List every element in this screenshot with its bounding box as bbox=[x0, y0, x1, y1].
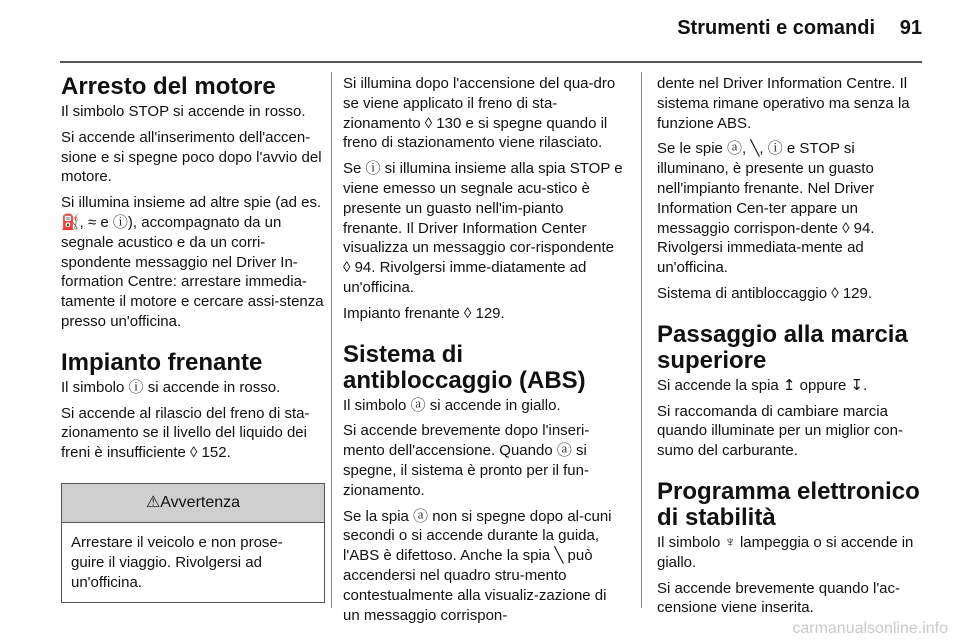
column-middle bbox=[343, 74, 624, 631]
section-heading: Sistema di antibloccaggio (ABS) bbox=[343, 340, 586, 394]
paragraph: Il simbolo ⓘ si accende in rosso. bbox=[61, 378, 281, 396]
section-heading: Impianto frenante bbox=[61, 348, 263, 376]
warning-box bbox=[61, 483, 325, 603]
paragraph: Il simbolo ⓐ si accende in giallo. bbox=[343, 396, 561, 414]
page-header bbox=[0, 0, 960, 60]
section-heading: Passaggio alla marcia superiore bbox=[657, 320, 908, 374]
paragraph: Si illumina dopo l'accensione del qua-dro se viene applicato il freno di sta-zionamento ◊ 130 e si spegne quando il freno di stazionamento viene rilasciato. bbox=[343, 75, 616, 152]
paragraph: Si accende la spia ↥ oppure ↧. bbox=[657, 376, 868, 394]
paragraph: Si accende al rilascio del freno di sta-zionamento se il livello del liquido dei freni è insufficiente ◊ 152. bbox=[61, 404, 310, 462]
paragraph: Se ⓘ si illumina insieme alla spia STOP e viene emesso un segnale acu-stico è presente un guasto nell'im-pianto frenante. Il Driver Information Center visualizza un messaggio cor-rispondente ◊ 94. Rivolgersi imme-diatamente ad un'officina. bbox=[343, 160, 623, 296]
paragraph: Il simbolo ♆ lampeggia o si accende in giallo. bbox=[657, 533, 914, 571]
column-divider bbox=[641, 72, 642, 608]
page-number: 91 bbox=[899, 17, 922, 39]
watermark: carmanualsonline.info bbox=[792, 620, 948, 637]
header-title: Strumenti e comandi bbox=[677, 17, 875, 39]
column-right bbox=[657, 74, 927, 624]
section-heading: Arresto del motore bbox=[61, 73, 276, 100]
paragraph: Si illumina insieme ad altre spie (ad es. ⛽, ≈ e ⓘ), accompagnato da un segnale acustico e da un corri-spondente messaggio nel Driver In-formation Centre: arrestare immedia-tamente il motore e cercare assi-stenza presso un'officina. bbox=[61, 194, 324, 330]
warning-title: ⚠Avvertenza bbox=[62, 484, 324, 523]
paragraph: Sistema di antibloccaggio ◊ 129. bbox=[657, 284, 873, 302]
section-heading: Programma elettronico di stabilità bbox=[657, 477, 920, 531]
paragraph: Se le spie ⓐ, ╲, ⓘ e STOP si illuminano, è presente un guasto nell'impianto frenante. Nel Driver Information Cen-ter appare un messaggio corrispon-dente ◊ 94. Rivolgersi immediata-mente ad un'officina. bbox=[657, 140, 875, 277]
paragraph: Si accende brevemente dopo l'inseri-mento dell'accensione. Quando ⓐ si spegne, il sistema è pronto per il fun-zionamento. bbox=[343, 422, 590, 499]
paragraph: Si accende brevemente quando l'ac-censione viene inserita. bbox=[657, 579, 901, 617]
column-divider bbox=[331, 72, 332, 608]
paragraph: Se la spia ⓐ non si spegne dopo al-cuni secondi o si accende durante la guida, l'ABS è difettoso. Anche la spia ╲ può accendersi nel quadro stru-mento contestualmente alla visualiz-zazione di un messaggio corrispon- bbox=[343, 507, 612, 624]
warning-text: Arrestare il veicolo e non prose-guire il viaggio. Rivolgersi ad un'officina. bbox=[71, 533, 283, 591]
paragraph: dente nel Driver Information Centre. Il sistema rimane operativo ma senza la funzione ABS. bbox=[657, 75, 910, 132]
paragraph: Impianto frenante ◊ 129. bbox=[343, 304, 505, 322]
column-left bbox=[61, 74, 327, 603]
paragraph: Si raccomanda di cambiare marcia quando illuminate per un miglior con-sumo del carburante. bbox=[657, 402, 903, 460]
paragraph: Si accende all'inserimento dell'accen-sione e si spegne poco dopo l'avvio del motore. bbox=[61, 128, 322, 186]
header-rule bbox=[60, 61, 922, 63]
paragraph: Il simbolo STOP si accende in rosso. bbox=[61, 103, 306, 120]
